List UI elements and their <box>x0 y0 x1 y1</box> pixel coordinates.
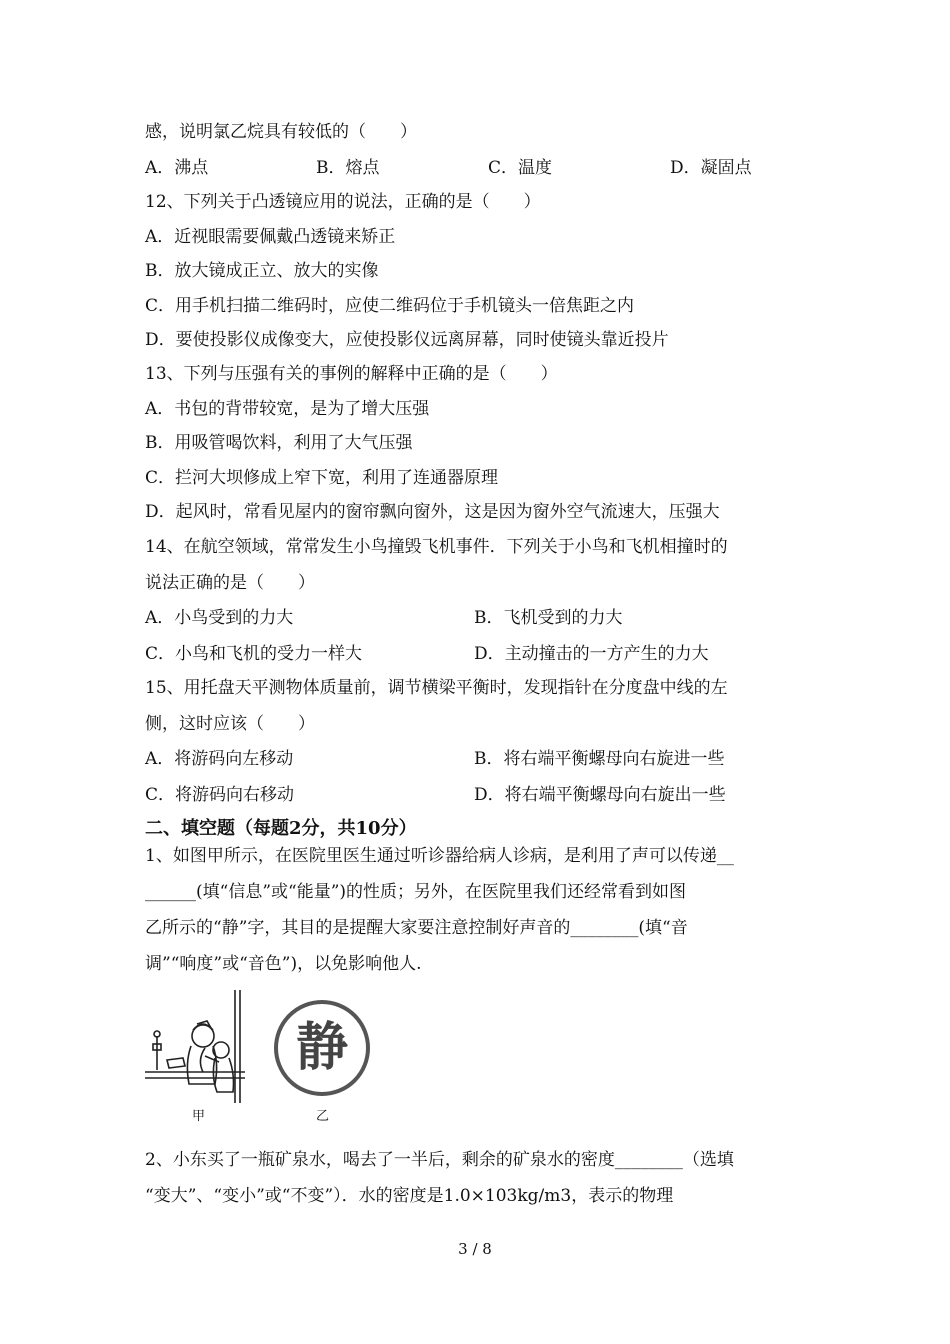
q12-option-c: C．用手机扫描二维码时，应使二维码位于手机镜头一倍焦距之内 <box>145 296 635 316</box>
fill-2-line2: “变大”、“变小”或“不变”）．水的密度是1.0×103kg/m3，表示的物理 <box>145 1186 674 1206</box>
question-14-line1: 14、在航空领域，常常发生小鸟撞毁飞机事件．下列关于小鸟和飞机相撞时的 <box>145 537 728 557</box>
question-15-line2: 侧，这时应该（ ） <box>145 714 315 734</box>
fill-2-line1: 2、小东买了一瓶矿泉水，喝去了一半后，剩余的矿泉水的密度________（选填 <box>145 1150 734 1170</box>
fill-1-line2: ______(填“信息”或“能量”)的性质；另外，在医院里我们还经常看到如图 <box>145 882 687 902</box>
q13-option-d: D．起风时，常看见屋内的窗帘飘向窗外，这是因为窗外空气流速大，压强大 <box>145 502 720 522</box>
q13-option-c: C．拦河大坝修成上窄下宽，利用了连通器原理 <box>145 468 499 488</box>
q15-option-d: D．将右端平衡螺母向右旋出一些 <box>474 785 726 805</box>
q12-option-a: A．近视眼需要佩戴凸透镜来矫正 <box>145 227 396 247</box>
question-13: 13、下列与压强有关的事例的解释中正确的是（ ） <box>145 364 558 384</box>
q14-option-b: B．飞机受到的力大 <box>474 608 623 628</box>
q15-option-c: C．将游码向右移动 <box>145 785 295 805</box>
q15-option-a: A．将游码向左移动 <box>145 749 294 769</box>
q11-option-b: B．熔点 <box>316 158 380 178</box>
doctor-illustration <box>145 988 270 1106</box>
fill-1-line1: 1、如图甲所示，在医院里医生通过听诊器给病人诊病，是利用了声可以传递__ <box>145 846 734 866</box>
q13-option-a: A．书包的背带较宽，是为了增大压强 <box>145 399 430 419</box>
figure-a-caption: 甲 <box>192 1109 206 1124</box>
q11-option-d: D．凝固点 <box>670 158 752 178</box>
quiet-sign-circle <box>274 1000 370 1096</box>
fill-1-line4: 调”“响度”或“音色”)，以免影响他人. <box>145 954 422 974</box>
question-12: 12、下列关于凸透镜应用的说法，正确的是（ ） <box>145 192 541 212</box>
q14-option-a: A．小鸟受到的力大 <box>145 608 294 628</box>
quiet-sign <box>274 1000 370 1096</box>
quiet-sign-character: 静 <box>295 1018 348 1078</box>
q14-option-c: C．小鸟和飞机的受力一样大 <box>145 644 363 664</box>
fill-1-line3: 乙所示的“静”字，其目的是提醒大家要注意控制好声音的________(填“音 <box>145 918 688 938</box>
figure-b-caption: 乙 <box>316 1109 330 1124</box>
section-2-heading: 二、填空题（每题2分，共10分） <box>145 818 417 839</box>
q12-option-d: D．要使投影仪成像变大，应使投影仪远离屏幕，同时使镜头靠近投片 <box>145 330 669 350</box>
q15-option-b: B．将右端平衡螺母向右旋进一些 <box>474 749 725 769</box>
q14-option-d: D．主动撞击的一方产生的力大 <box>474 644 709 664</box>
q13-option-b: B．用吸管喝饮料，利用了大气压强 <box>145 433 413 453</box>
q11-option-a: A．沸点 <box>145 158 209 178</box>
q12-option-b: B．放大镜成正立、放大的实像 <box>145 261 379 281</box>
page-number: 3 / 8 <box>458 1240 492 1258</box>
q11-option-c: C．温度 <box>488 158 553 178</box>
question-14-line2: 说法正确的是（ ） <box>145 573 315 593</box>
question-11-stem-tail: 感，说明氯乙烷具有较低的（ ） <box>145 122 417 142</box>
question-15-line1: 15、用托盘天平测物体质量前，调节横梁平衡时，发现指针在分度盘中线的左 <box>145 678 728 698</box>
